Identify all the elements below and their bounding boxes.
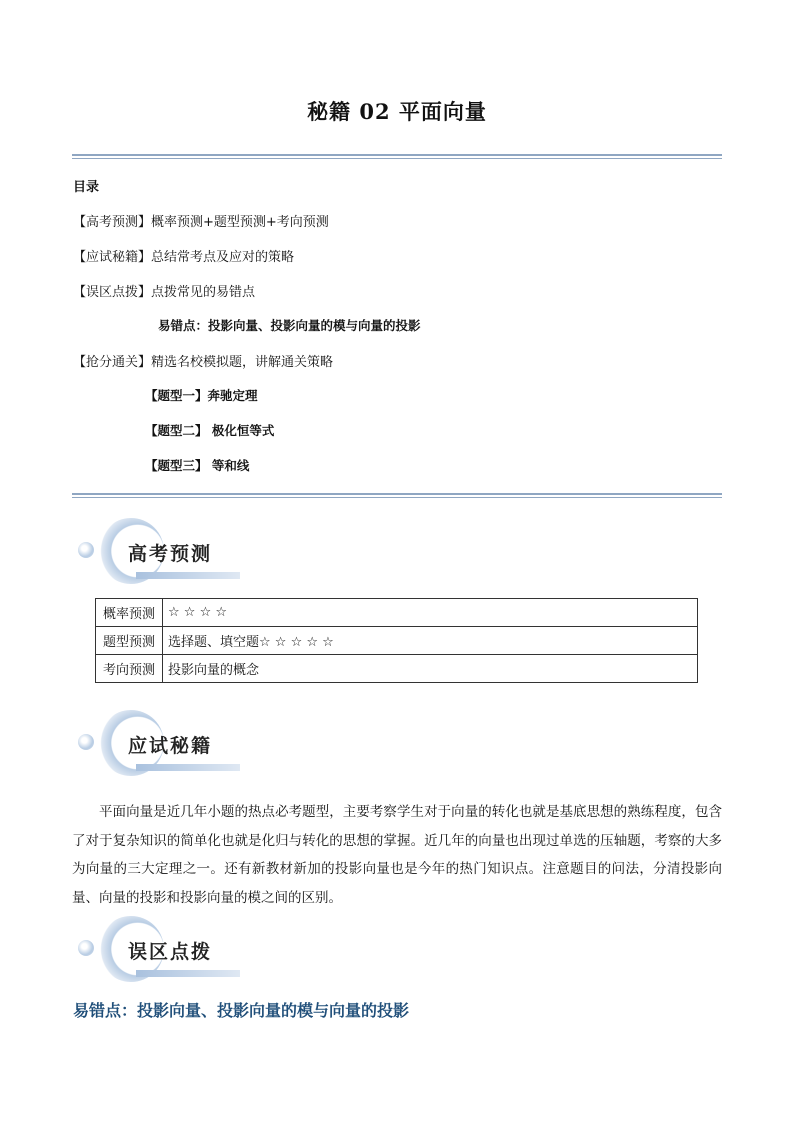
section-title-pitfalls: 误区点拨 xyxy=(128,941,213,963)
banner-bar xyxy=(136,970,240,977)
section-title-prediction: 高考预测 xyxy=(128,543,213,565)
toc-item-practice[interactable]: 【抢分通关】精选名校模拟题，讲解通关策略 xyxy=(73,355,334,370)
page-title: 秘籍 02 平面向量 xyxy=(307,99,487,124)
banner-bar xyxy=(136,572,240,579)
table-cell-value: ☆ ☆ ☆ ☆ xyxy=(163,599,698,627)
pitfall-heading: 易错点：投影向量、投影向量的模与向量的投影 xyxy=(73,1001,410,1020)
top-divider xyxy=(72,154,722,159)
table-cell-label: 题型预测 xyxy=(96,627,163,655)
toc-heading: 目录 xyxy=(73,180,100,195)
banner-dot-icon xyxy=(78,734,94,750)
section-banner-pitfalls xyxy=(78,914,248,986)
table-row xyxy=(96,655,698,683)
section-banner-tips xyxy=(78,708,248,780)
toc-bottom-divider xyxy=(72,493,722,498)
table-cell-label: 概率预测 xyxy=(96,599,163,627)
table-cell-value: 投影向量的概念 xyxy=(163,655,698,683)
table-row xyxy=(96,599,698,627)
banner-dot-icon xyxy=(78,940,94,956)
table-row xyxy=(96,627,698,655)
table-cell-value: 选择题、填空题☆ ☆ ☆ ☆ ☆ xyxy=(163,627,698,655)
toc-subitem-pitfall[interactable]: 易错点：投影向量、投影向量的模与向量的投影 xyxy=(158,318,421,333)
table-cell-label: 考向预测 xyxy=(96,655,163,683)
toc-subitem-type-1[interactable]: 【题型一】奔驰定理 xyxy=(145,388,258,403)
toc-item-prediction[interactable]: 【高考预测】概率预测+题型预测+考向预测 xyxy=(73,215,329,230)
prediction-table xyxy=(95,598,698,683)
section-banner-prediction xyxy=(78,516,248,588)
section-title-tips: 应试秘籍 xyxy=(128,735,213,757)
toc-item-pitfalls[interactable]: 【误区点拨】点拨常见的易错点 xyxy=(73,285,256,300)
tips-paragraph: 平面向量是近几年小题的热点必考题型，主要考察学生对于向量的转化也就是基底思想的熟练程度，包含了对于复杂知识的简单化也就是化归与转化的思想的掌握。近几年的向量也出现过单选的压轴题，考察的大多为向量的三大定理之一。还有新教材新加的投影向量也是今年的热门知识点。注意题目的问法，分清投影向量、向量的投影和投影向量的模之间的区别。 xyxy=(72,804,722,906)
toc-subitem-type-2[interactable]: 【题型二】 极化恒等式 xyxy=(145,423,275,438)
toc-subitem-type-3[interactable]: 【题型三】 等和线 xyxy=(145,458,250,473)
banner-bar xyxy=(136,764,240,771)
toc-item-tips[interactable]: 【应试秘籍】总结常考点及应对的策略 xyxy=(73,250,295,265)
banner-dot-icon xyxy=(78,542,94,558)
